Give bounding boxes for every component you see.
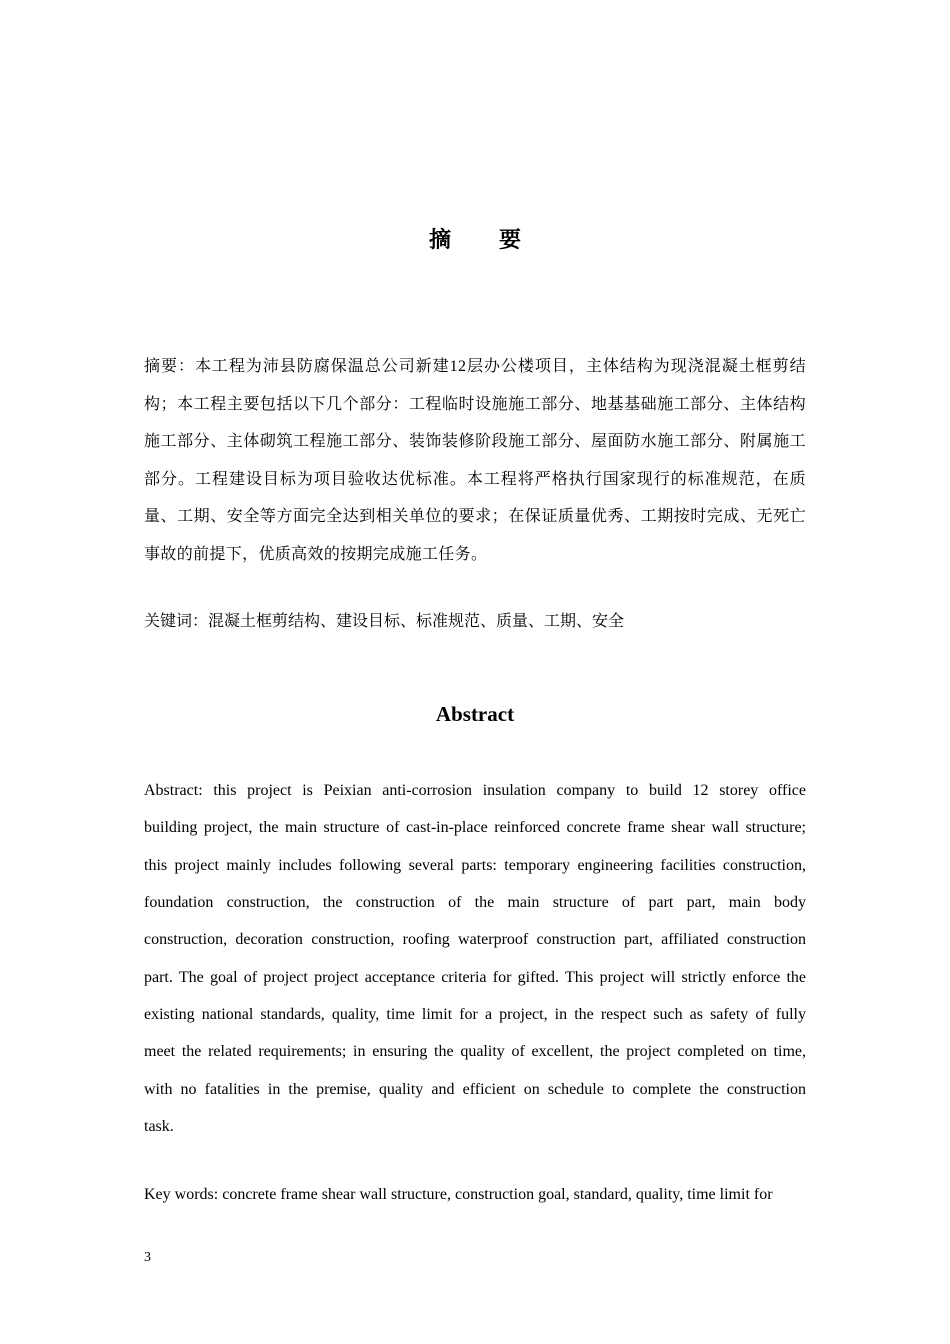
english-abstract-line: task. <box>144 1118 174 1136</box>
page-number: 3 <box>144 1250 151 1265</box>
english-abstract-line: existing national standards, quality, time limit for a project, in the respect such as safety of fully <box>144 1006 806 1024</box>
english-abstract-line: construction, decoration construction, roofing waterproof construction part, affiliated construction <box>144 931 806 949</box>
english-abstract-line: Abstract: this project is Peixian anti-corrosion insulation company to build 12 storey office <box>144 782 806 799</box>
english-abstract-line: foundation construction, the construction of the main structure of part part, main body <box>144 894 806 912</box>
english-abstract-heading: Abstract <box>435 702 515 726</box>
english-abstract-line: meet the related requirements; in ensuring the quality of excellent, the project completed on time, <box>144 1043 806 1061</box>
english-abstract-line: this project mainly includes following several parts: temporary engineering facilities construction, <box>144 856 806 874</box>
english-abstract-line: with no fatalities in the premise, quality and efficient on schedule to complete the construction <box>144 1080 806 1098</box>
chinese-abstract-body: 摘要：本工程为沛县防腐保温总公司新建12层办公楼项目，主体结构为现浇混凝土框剪结构；本工程主要包括以下几个部分：工程临时设施施工部分、地基基础施工部分、主体结构施工部分、主体砌筑工程施工部分、装饰装修阶段施工部分、屋面防水施工部分、附属施工部分。工程建设目标为项目验收达优标准。本工程将严格执行国家现行的标准规范，在质量、工期、安全等方面完全达到相关单位的要求；在保证质量优秀、工期按时完成、无死亡事故的前提下，优质高效的按期完成施工任务。 <box>144 358 806 563</box>
english-keywords: Key words: concrete frame shear wall structure, construction goal, standard, quality, time limit for <box>144 1186 773 1203</box>
english-abstract-line: part. The goal of project project acceptance criteria for gifted. This project will strictly enforce the <box>144 968 806 986</box>
chinese-abstract-heading: 摘要 <box>428 227 569 252</box>
chinese-keywords: 关键词：混凝土框剪结构、建设目标、标准规范、质量、工期、安全 <box>144 613 625 630</box>
english-abstract-body <box>144 772 806 1145</box>
english-abstract-line: building project, the main structure of cast-in-place reinforced concrete frame shear wall structure; <box>144 819 806 837</box>
